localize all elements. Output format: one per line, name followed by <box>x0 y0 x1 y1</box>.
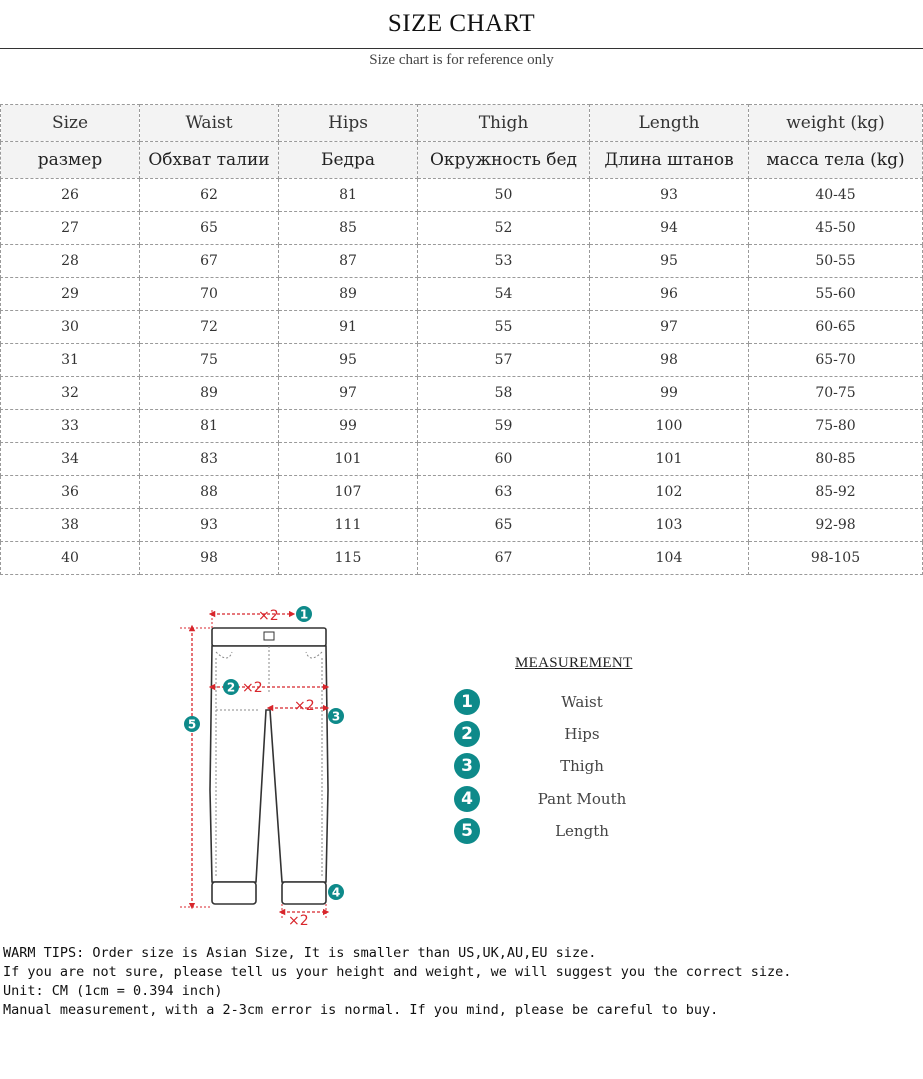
measure-pant-mouth-multiplier: ×2 <box>288 913 309 929</box>
cell-thigh: 59 <box>418 410 590 443</box>
marker-4: 4 <box>331 885 341 900</box>
cell-length: 95 <box>590 245 749 278</box>
tip-line: Manual measurement, with a 2-3cm error is normal. If you mind, please be careful to buy. <box>3 1002 719 1018</box>
measurement-item-pant-mouth <box>452 786 712 814</box>
measurement-label: Waist <box>561 693 603 711</box>
cell-hips: 99 <box>279 410 418 443</box>
cell-length: 97 <box>590 311 749 344</box>
cell-size: 31 <box>1 344 140 377</box>
number-3-icon: 3 <box>454 753 480 779</box>
cell-size: 40 <box>1 542 140 575</box>
cell-waist: 62 <box>140 179 279 212</box>
cell-weight: 92-98 <box>749 509 923 542</box>
table-row <box>1 245 923 278</box>
table-row <box>1 476 923 509</box>
cell-length: 103 <box>590 509 749 542</box>
cell-weight: 75-80 <box>749 410 923 443</box>
cell-weight: 50-55 <box>749 245 923 278</box>
header-length-ru: Длина штанов <box>590 142 749 179</box>
cell-weight: 98-105 <box>749 542 923 575</box>
header-thigh-ru: Окружность бед <box>418 142 590 179</box>
header-hips: Hips <box>279 105 418 142</box>
measurement-item-thigh <box>452 753 712 781</box>
cell-thigh: 58 <box>418 377 590 410</box>
cell-waist: 89 <box>140 377 279 410</box>
cell-weight: 45-50 <box>749 212 923 245</box>
cell-thigh: 65 <box>418 509 590 542</box>
cell-hips: 81 <box>279 179 418 212</box>
measure-hips-multiplier: ×2 <box>242 680 263 696</box>
cell-size: 33 <box>1 410 140 443</box>
marker-1: 1 <box>299 607 309 622</box>
cell-size: 29 <box>1 278 140 311</box>
measurement-label: Hips <box>564 725 600 743</box>
cell-length: 94 <box>590 212 749 245</box>
tip-line: Unit: CM (1cm = 0.394 inch) <box>3 983 223 999</box>
tip-line: If you are not sure, please tell us your height and weight, we will suggest you the correct size. <box>3 964 792 980</box>
cell-thigh: 57 <box>418 344 590 377</box>
cell-size: 38 <box>1 509 140 542</box>
cell-size: 26 <box>1 179 140 212</box>
measure-thigh-multiplier: ×2 <box>294 698 315 714</box>
header-hips-ru: Бедра <box>279 142 418 179</box>
table-row <box>1 179 923 212</box>
number-1-icon: 1 <box>454 689 480 715</box>
table-row <box>1 410 923 443</box>
cell-weight: 55-60 <box>749 278 923 311</box>
cell-weight: 65-70 <box>749 344 923 377</box>
cell-waist: 72 <box>140 311 279 344</box>
cell-hips: 111 <box>279 509 418 542</box>
pants-outline <box>210 628 328 904</box>
cell-hips: 87 <box>279 245 418 278</box>
measurement-item-waist <box>452 689 712 717</box>
cell-hips: 101 <box>279 443 418 476</box>
measure-waist-multiplier: ×2 <box>258 608 279 624</box>
cell-thigh: 50 <box>418 179 590 212</box>
cell-weight: 60-65 <box>749 311 923 344</box>
header-size-ru: размер <box>1 142 140 179</box>
table-row <box>1 377 923 410</box>
measure-length <box>180 628 212 907</box>
cell-weight: 80-85 <box>749 443 923 476</box>
cell-hips: 85 <box>279 212 418 245</box>
table-row <box>1 278 923 311</box>
table-row <box>1 344 923 377</box>
cell-size: 30 <box>1 311 140 344</box>
measurement-label: Length <box>555 822 609 840</box>
tip-line: WARM TIPS: Order size is Asian Size, It is smaller than US,UK,AU,EU size. <box>3 945 597 961</box>
measurement-item-length <box>452 818 712 846</box>
cell-waist: 98 <box>140 542 279 575</box>
marker-2: 2 <box>226 680 236 695</box>
cell-weight: 70-75 <box>749 377 923 410</box>
cell-size: 32 <box>1 377 140 410</box>
cell-size: 27 <box>1 212 140 245</box>
cell-hips: 91 <box>279 311 418 344</box>
cell-hips: 107 <box>279 476 418 509</box>
cell-size: 36 <box>1 476 140 509</box>
cell-weight: 85-92 <box>749 476 923 509</box>
cell-waist: 81 <box>140 410 279 443</box>
cell-length: 93 <box>590 179 749 212</box>
cell-length: 101 <box>590 443 749 476</box>
table-row <box>1 212 923 245</box>
header-length: Length <box>590 105 749 142</box>
title-divider <box>0 48 923 49</box>
cell-thigh: 53 <box>418 245 590 278</box>
number-4-icon: 4 <box>454 786 480 812</box>
cell-waist: 93 <box>140 509 279 542</box>
cell-hips: 89 <box>279 278 418 311</box>
number-2-icon: 2 <box>454 721 480 747</box>
cell-waist: 70 <box>140 278 279 311</box>
header-waist: Waist <box>140 105 279 142</box>
table-row <box>1 542 923 575</box>
cell-weight: 40-45 <box>749 179 923 212</box>
header-weight-ru: масса тела (kg) <box>749 142 923 179</box>
cell-hips: 97 <box>279 377 418 410</box>
size-table <box>0 104 923 575</box>
page-title: SIZE CHART <box>387 10 536 37</box>
cell-thigh: 60 <box>418 443 590 476</box>
button-icon <box>264 632 274 640</box>
measure-waist <box>212 606 312 628</box>
cell-waist: 75 <box>140 344 279 377</box>
cell-length: 96 <box>590 278 749 311</box>
cell-length: 102 <box>590 476 749 509</box>
cell-size: 28 <box>1 245 140 278</box>
measurement-label: Thigh <box>560 757 604 775</box>
marker-3: 3 <box>331 709 341 724</box>
cell-waist: 67 <box>140 245 279 278</box>
cell-length: 99 <box>590 377 749 410</box>
cell-length: 104 <box>590 542 749 575</box>
cell-thigh: 63 <box>418 476 590 509</box>
warm-tips <box>3 944 918 1020</box>
cell-waist: 65 <box>140 212 279 245</box>
cell-hips: 95 <box>279 344 418 377</box>
table-row <box>1 443 923 476</box>
measurement-label: Pant Mouth <box>537 790 627 808</box>
number-5-icon: 5 <box>454 818 480 844</box>
cell-length: 98 <box>590 344 749 377</box>
header-size: Size <box>1 105 140 142</box>
cell-thigh: 55 <box>418 311 590 344</box>
header-thigh: Thigh <box>418 105 590 142</box>
cell-waist: 88 <box>140 476 279 509</box>
cell-length: 100 <box>590 410 749 443</box>
cell-thigh: 52 <box>418 212 590 245</box>
table-header-ru <box>1 142 923 179</box>
header-waist-ru: Обхват талии <box>140 142 279 179</box>
subtitle: Size chart is for reference only <box>369 52 554 68</box>
measurement-item-hips <box>452 721 712 749</box>
table-header-en <box>1 105 923 142</box>
table-row <box>1 311 923 344</box>
cell-hips: 115 <box>279 542 418 575</box>
cell-waist: 83 <box>140 443 279 476</box>
cell-size: 34 <box>1 443 140 476</box>
cell-thigh: 67 <box>418 542 590 575</box>
pants-diagram <box>170 600 360 930</box>
header-weight: weight (kg) <box>749 105 923 142</box>
measurement-title: MEASUREMENT <box>515 655 633 671</box>
cell-thigh: 54 <box>418 278 590 311</box>
table-row <box>1 509 923 542</box>
marker-5: 5 <box>187 717 197 732</box>
